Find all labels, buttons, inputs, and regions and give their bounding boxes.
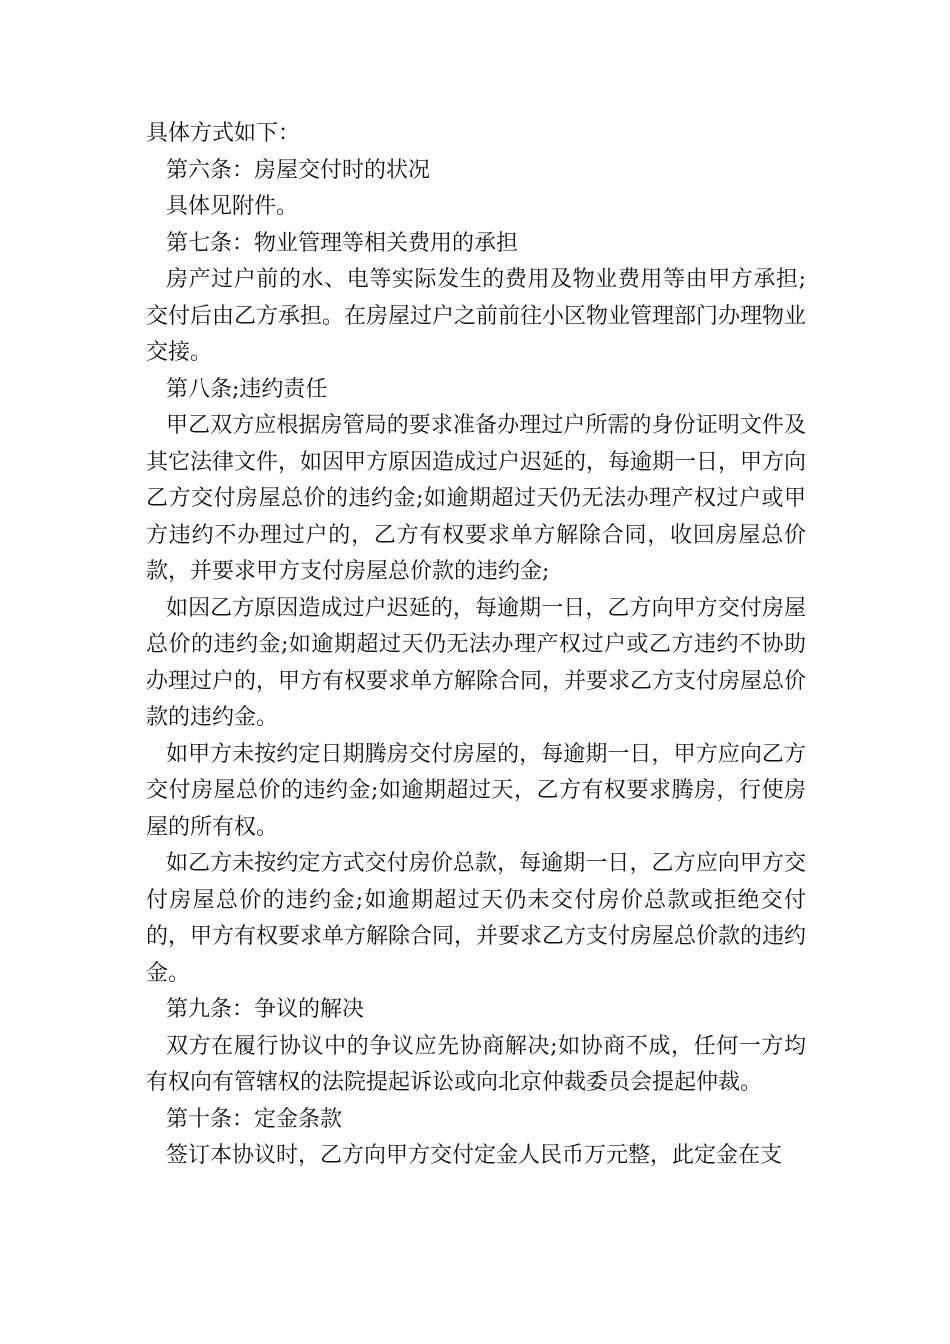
paragraph-method-intro: 具体方式如下： xyxy=(146,121,301,146)
heading-article-7: 第七条：物业管理等相关费用的承担 xyxy=(166,230,519,256)
heading-article-10: 第十条：定金条款 xyxy=(166,1106,343,1132)
heading-article-9: 第九条：争议的解决 xyxy=(166,997,365,1022)
paragraph-party-a-delay: 甲乙双方应根据房管局的要求准备办理过户所需的身份证明文件及其它法律文件，如因甲方原因造成过户迟延的，每逾期一日，甲方向乙方交付房屋总价的违约金;如逾期超过天仍无法办理产权过户或甲方违约不办理过户的，乙方有权要求单方解除合同，收回房屋总价款，并要求甲方支付房屋总价款的违约金; xyxy=(146,413,807,584)
paragraph-see-attachment: 具体见附件。 xyxy=(166,194,299,219)
heading-article-6: 第六条：房屋交付时的状况 xyxy=(166,157,431,183)
paragraph-dispute: 双方在履行协议中的争议应先协商解决;如协商不成，任何一方均有权向有管辖权的法院提起诉讼或向北京仲裁委员会提起仲裁。 xyxy=(146,1033,806,1095)
heading-article-8: 第八条;违约责任 xyxy=(166,376,328,402)
paragraph-party-b-payment: 如乙方未按约定方式交付房价总款，每逾期一日，乙方应向甲方交付房屋总价的违约金;如逾期超过天仍未交付房价总款或拒绝交付的，甲方有权要求单方解除合同，并要求乙方支付房屋总价款的违约金。 xyxy=(146,851,807,986)
paragraph-party-a-handover: 如甲方未按约定日期腾房交付房屋的，每逾期一日，甲方应向乙方交付房屋总价的违约金;如逾期超过天，乙方有权要求腾房，行使房屋的所有权。 xyxy=(146,741,806,840)
paragraph-deposit: 签订本协议时，乙方向甲方交付定金人民币万元整，此定金在支 xyxy=(166,1143,783,1168)
paragraph-party-b-delay: 如因乙方原因造成过户迟延的，每逾期一日，乙方向甲方交付房屋总价的违约金;如逾期超过天仍无法办理产权过户或乙方违约不协助办理过户的，甲方有权要求单方解除合同，并要求乙方支付房屋总价款的违约金。 xyxy=(146,595,807,730)
paragraph-fees: 房产过户前的水、电等实际发生的费用及物业费用等由甲方承担;交付后由乙方承担。在房屋过户之前前往小区物业管理部门办理物业交接。 xyxy=(146,267,807,365)
document-body xyxy=(146,116,806,1175)
